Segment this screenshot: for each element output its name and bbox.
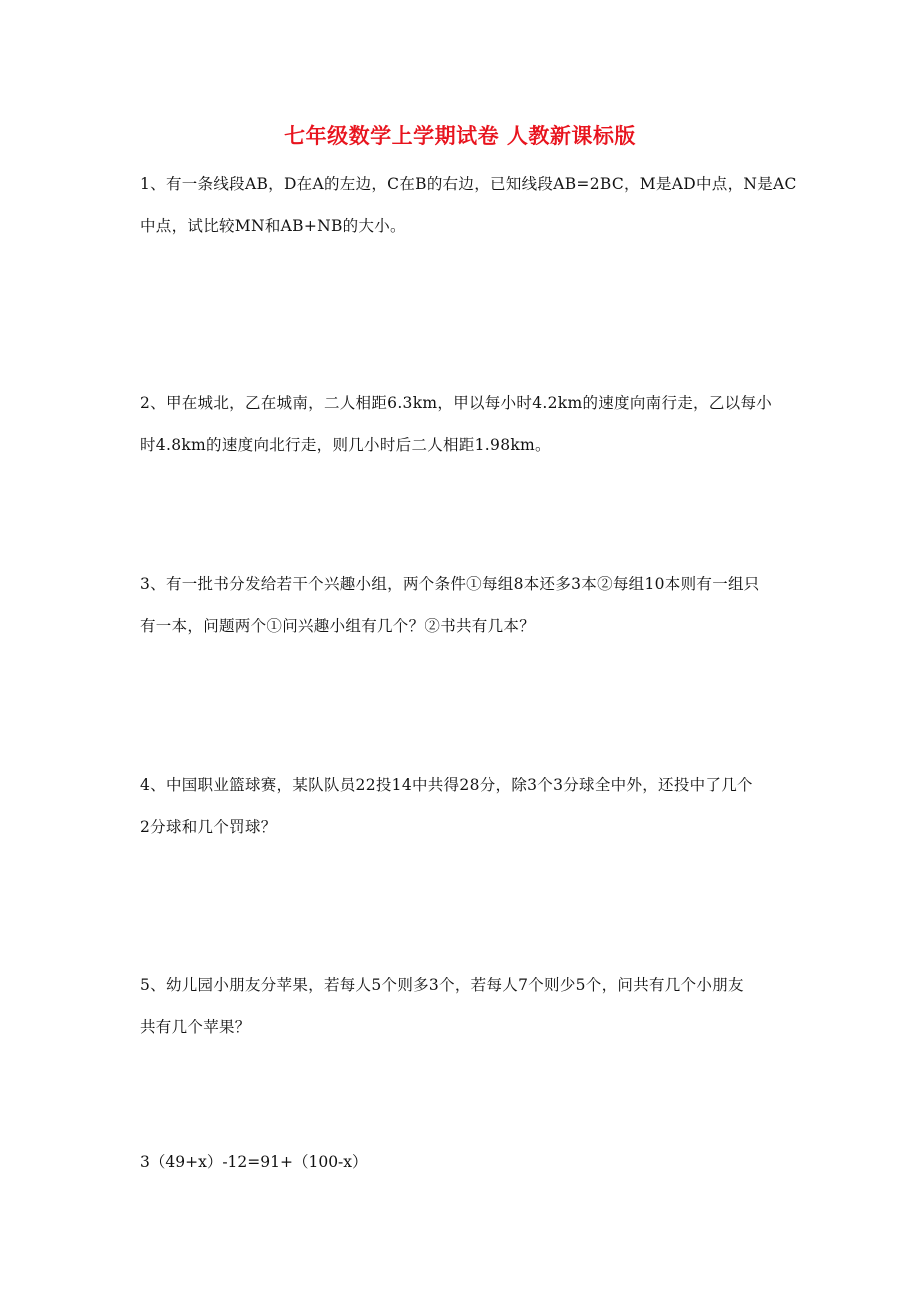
- question-1: [140, 163, 797, 247]
- equation-text: 3（49+x）-12=91+（100-x）: [140, 1153, 368, 1171]
- document-title: 七年级数学上学期试卷 人教新课标版: [284, 124, 636, 148]
- question-3-line-1: 3、有一批书分发给若干个兴趣小组，两个条件①每组8本还多3本②每组10本则有一组只: [140, 575, 760, 593]
- question-1-line-2: 中点，试比较MN和AB+NB的大小。: [140, 217, 406, 235]
- question-3: [140, 563, 785, 647]
- question-4-line-1: 4、中国职业篮球赛，某队队员22投14中共得28分，除3个3分球全中外，还投中了几个: [140, 776, 753, 794]
- question-2-line-2: 时4.8km的速度向北行走，则几小时后二人相距1.98km。: [140, 436, 551, 454]
- question-5-line-2: 共有几个苹果？: [140, 1018, 251, 1036]
- question-5: [140, 964, 785, 1048]
- question-1-line-1: 1、有一条线段AB，D在A的左边，C在B的右边，已知线段AB=2BC，M是AD中点，N是AC: [140, 175, 797, 193]
- question-2-line-1: 2、甲在城北，乙在城南，二人相距6.3km，甲以每小时4.2km的速度向南行走，乙以每小: [140, 394, 773, 412]
- question-5-line-1: 5、幼儿园小朋友分苹果，若每人5个则多3个，若每人7个则少5个，问共有几个小朋友: [140, 976, 744, 994]
- question-4: [140, 764, 785, 848]
- question-2: [140, 382, 785, 466]
- question-3-line-2: 有一本，问题两个①问兴趣小组有几个？②书共有几本？: [140, 617, 536, 635]
- question-4-line-2: 2分球和几个罚球？: [140, 818, 277, 836]
